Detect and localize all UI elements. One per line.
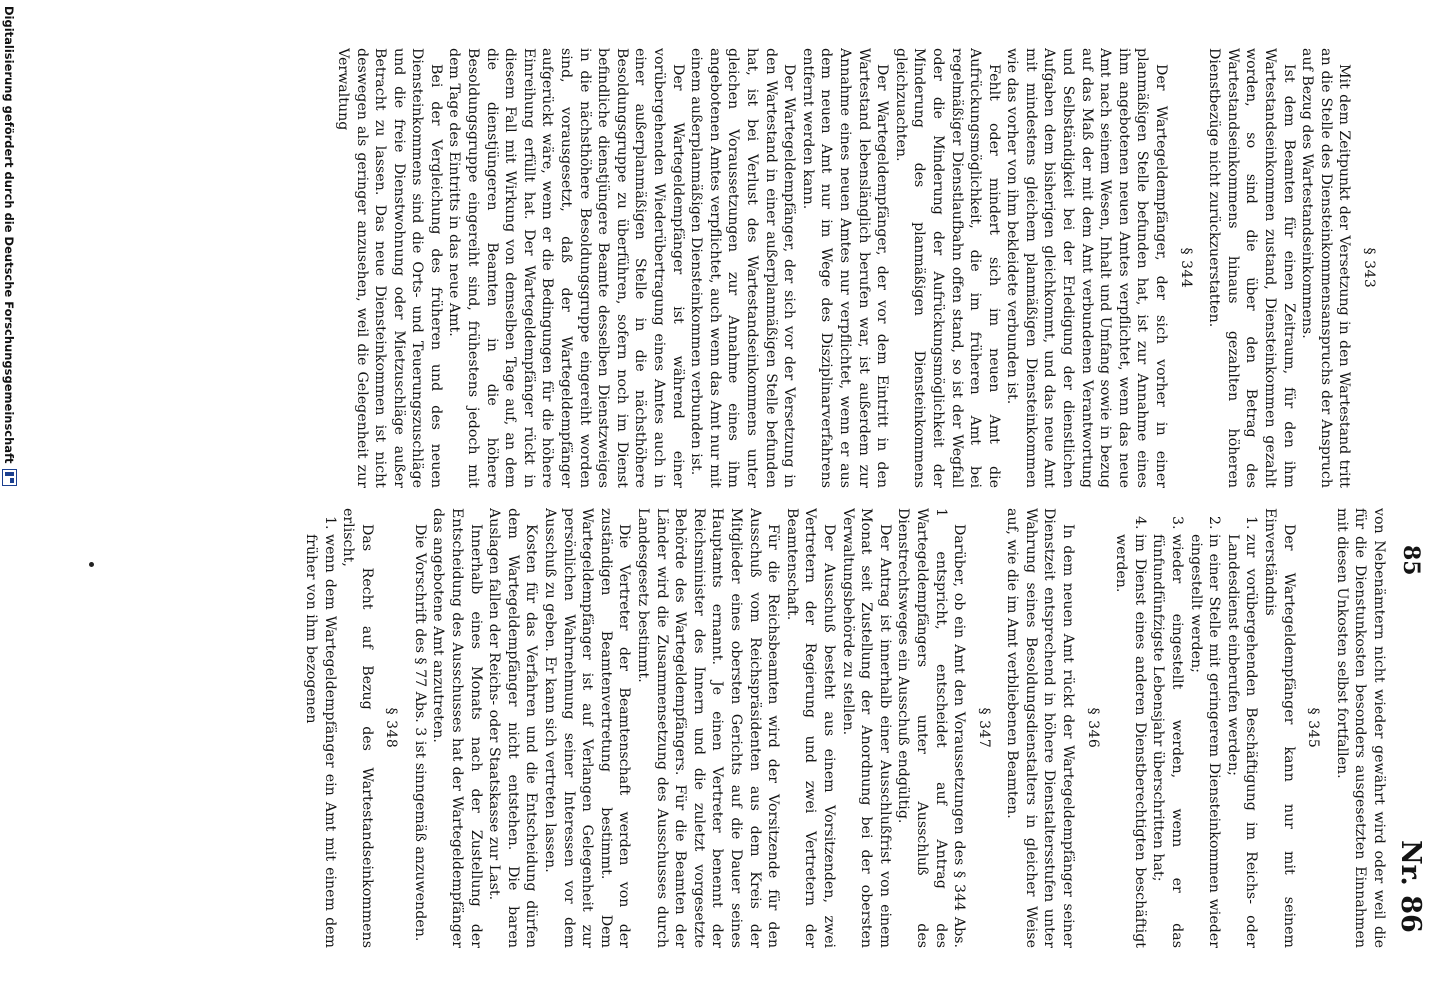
paragraph: Der Ausschuß besteht aus einem Vorsitzenden, zwei Vertretern der Regierung und zwei Vertretern der Beamtenschaft. bbox=[783, 508, 837, 948]
footer-text: Digitalisierung gefördert durch die Deutsche Forschungsgemeinschaft bbox=[2, 6, 17, 464]
condition-list bbox=[301, 508, 338, 948]
list-item: 2. in einer Stelle mit geringerem Diensteinkommen wieder eingestellt werden; bbox=[1186, 534, 1223, 948]
paragraph: Darüber, ob ein Amt den Voraussetzungen des § 344 Abs. 1 entspricht, entscheidet auf Antrag des Wartegeldempfängers unter Ausschluß des Dienstrechtsweges ein Ausschuß endgültig. bbox=[895, 508, 968, 948]
section-heading-345: § 345 bbox=[1305, 707, 1322, 749]
ink-dot bbox=[89, 562, 94, 567]
paragraph: Der Antrag ist innerhalb einer Ausschlußfrist von einem Monat seit Zustellung der Anordnung bei der obersten Verwaltungsbehörde zu stellen. bbox=[839, 508, 893, 948]
paragraph: Der Wartegeldempfänger, der vor dem Eintritt in den Wartestand lebenslänglich berufen war, ist außerdem zur Annahme eines neuen Amtes nur verpflichtet, wenn er aus dem neuen Amt nur im Wege des Disziplinarverfahrens entfernt werden kann. bbox=[799, 48, 891, 488]
paragraph: Der Wartegeldempfänger kann nur mit seinem Einverständnis bbox=[1262, 508, 1297, 948]
paragraph: Innerhalb eines Monats nach der Zustellung der Entscheidung des Ausschusses hat der Wartegeldempfänger das angebotene Amt anzutreten. bbox=[430, 508, 484, 948]
paragraph: Kosten für das Verfahren und die Entscheidung dürfen dem Wartegeldempfänger nicht entstehen. Die baren Auslagen fallen der Reichs- oder Staatskasse zur Last. bbox=[486, 508, 540, 948]
list-item: 3. wieder eingestellt werden, wenn er das fünfundfünfzigste Lebensjahr überschritten hat; bbox=[1149, 534, 1186, 948]
list-item: 4. im Dienst eines anderen Dienstberechtigten beschäftigt werden. bbox=[1112, 534, 1149, 948]
section-heading-348: § 348 bbox=[383, 707, 400, 749]
list-item: 1. zur vorübergehenden Beschäftigung im Reichs- oder Landesdienst einberufen werden; bbox=[1223, 534, 1260, 948]
issue-number: Nr. 86 bbox=[1395, 840, 1426, 933]
paragraph: Der Wartegeldempfänger, der sich vorher in einer planmäßigen Stelle befunden hat, ist zur Annahme eines ihm angebotenen neuen Amtes verpflichtet, wenn das neue Amt nach seinem Wesen, Inhalt und Umfang sowie in bezug auf das Maß der mit dem Amt verbundenen Verantwortung und Selbständigkeit bei der Erledigung der dienstlichen Aufgaben dem bisherigen gleichkommt, und das neue Amt mit mindestens gleichem planmäßigen Diensteinkommen wie das vorher von ihm bekleidete verbunden ist. bbox=[1004, 48, 1170, 488]
paragraph: Die Vorschrift des § 77 Abs. 3 ist sinngemäß anzuwenden. bbox=[411, 524, 428, 942]
section-heading-344: § 344 bbox=[1177, 247, 1194, 289]
paragraph: Der Wartegeldempfänger, der sich vor der Versetzung in den Wartestand in einer außerplanmäßigen Stelle befunden hat, ist bei Verlust des Wartestandseinkommens unter gleichen Voraussetzungen zur Annahme eines ihm angebotenen Amtes verpflichtet, auch wenn das Amt nur mit einem außerplanmäßigen Diensteinkommen verbunden ist. bbox=[688, 48, 798, 488]
section-heading-346: § 346 bbox=[1084, 707, 1101, 749]
list-item: 1. wenn dem Wartegeldempfänger ein Amt mit einem dem früher von ihm bezogenen bbox=[301, 534, 338, 948]
paragraph: Mit dem Zeitpunkt der Versetzung in den Wartestand tritt an die Stelle des Diensteinkommensanspruchs der Anspruch auf Bezug des Wartestandseinkommens. bbox=[1299, 48, 1353, 488]
paragraph: In dem neuen Amt rückt der Wartegeldempfänger seiner Dienstzeit entsprechend in höhere Dienstaltersstufen unter Wahrung seines Besoldungsdienstalters in gleicher Weise auf, wie die im Amt verbliebenen Beamten. bbox=[1004, 508, 1077, 948]
digitization-footer bbox=[2, 6, 17, 996]
paragraph: Für die Reichsbeamten wird der Vorsitzende für den Ausschuß vom Reichspräsidenten aus dem Kreis der Mitglieder eines obersten Gerichts auf die Dauer seines Hauptamts ernannt. Je einen Vertreter benennt der Reichsminister des Innern und die zuletzt vorgesetzte Behörde des Wartegeldempfängers. Für die Beamten der Länder wird die Zusammensetzung des Ausschusses durch Landesgesetz bestimmt. bbox=[635, 508, 782, 948]
page-number: 85 bbox=[1398, 545, 1424, 576]
right-column bbox=[168, 508, 1388, 948]
dfg-logo-icon bbox=[2, 469, 17, 486]
section-heading-343: § 343 bbox=[1361, 247, 1377, 289]
paragraph: Bei der Vergleichung des früheren und des neuen Diensteinkommens sind die Orts- und Teuerungszuschläge und die freie Dienstwohnung oder Mietzuschläge außer Betracht zu lassen. Das neue Diensteinkommen ist nicht deswegen als geringer anzusehen, weil die Gelegenheit zur Verwaltung bbox=[334, 48, 444, 488]
left-column bbox=[168, 48, 1388, 488]
section-heading-347: § 347 bbox=[975, 707, 992, 749]
paragraph: Die Vertreter der Beamtenschaft werden von der zuständigen Beamtenvertretung bestimmt. Dem Wartegeldempfänger ist auf Verlangen Gelegenheit zur persönlichen Wahrnehmung seiner Interessen vor dem Ausschuß zu geben. Er kann sich vertreten lassen. bbox=[542, 508, 633, 948]
condition-list bbox=[1112, 508, 1261, 948]
paragraph: Das Recht auf Bezug des Wartestandseinkommens erlischt, bbox=[340, 508, 375, 948]
paragraph: Fehlt oder mindert sich im neuen Amt die Aufrückungsmöglichkeit, die im früheren Amt bei regelmäßiger Dienstlaufbahn offen stand, so ist der Wegfall oder die Minderung der Aufrückungsmöglichkeit der Minderung des planmäßigen Diensteinkommens gleichzuachten. bbox=[892, 48, 1002, 488]
paragraph: Der Wartegeldempfänger ist während einer vorübergehenden Wiederübertragung eines Amtes auch in einer außerplanmäßigen Stelle in die nächsthöhere Besoldungsgruppe zu überführen, sofern noch im Dienst befindliche dienstjüngere Beamte desselben Dienstzweiges in die nächsthöhere Besoldungsgruppe eingereiht worden sind, vorausgesetzt, daß der Wartegeldempfänger aufgerückt wäre, wenn er die Bedingungen für die höhere Einreihung erfüllt hat. Der Wartegeldempfänger rückt in diesem Fall mit Wirkung von demselben Tage auf, an dem die dienstjüngeren Beamten in die höhere Besoldungsgruppe eingereiht sind, frühestens jedoch mit dem Tage des Eintritts in das neue Amt. bbox=[446, 48, 686, 488]
paragraph-continued: von Nebenämtern nicht wieder gewährt wird oder weil die für die Dienstunkosten besonders ausgesetzten Einnahmen mit diesen Unkosten selbst fortfallen. bbox=[1333, 508, 1387, 948]
paragraph: Ist dem Beamten für einen Zeitraum, für den ihm Wartestandseinkommen zustand, Diensteinkommen gezahlt worden, so sind die über den Betrag des Wartestandseinkommens hinaus gezahlten höheren Dienstbezüge nicht zurückzuerstatten. bbox=[1206, 48, 1297, 488]
